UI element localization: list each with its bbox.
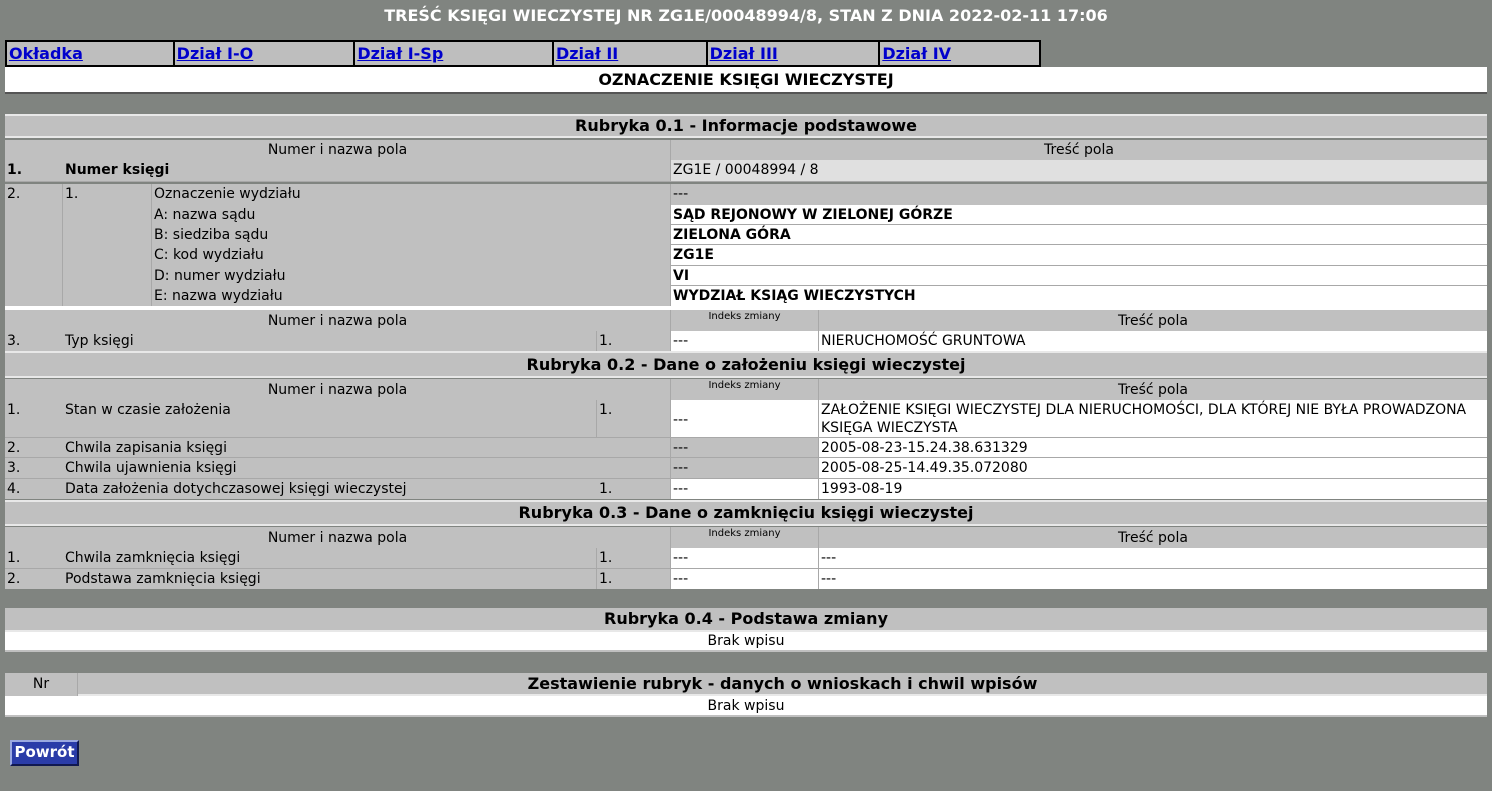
field-name: Chwila zamknięcia księgi — [63, 548, 597, 569]
col-header-nr: Nr — [5, 673, 78, 696]
row-number: 2. — [5, 184, 63, 306]
field-value: 2005-08-23-15.24.38.631329 — [819, 438, 1487, 458]
col-header-content: Treść pola — [819, 527, 1487, 548]
change-index: --- — [671, 479, 819, 499]
sub-number: 1. — [597, 548, 671, 569]
row-number: 2. — [5, 569, 63, 589]
empty-entry: Brak wpisu — [5, 696, 1487, 717]
change-index: --- — [671, 438, 819, 458]
col-header-content: Treść pola — [671, 140, 1487, 160]
row-number: 3. — [5, 331, 63, 351]
field-name: B: siedziba sądu — [152, 225, 671, 245]
field-value: ZAŁOŻENIE KSIĘGI WIECZYSTEJ DLA NIERUCHOMOŚCI, DLA KTÓREJ NIE BYŁA PROWADZONA KSIĘGA WIECZYSTA — [819, 400, 1487, 438]
change-index: --- — [671, 458, 819, 479]
sub-number: 1. — [63, 184, 152, 306]
field-value: SĄD REJONOWY W ZIELONEJ GÓRZE — [671, 205, 1487, 225]
tab-bar — [5, 40, 1041, 67]
rubryka-0-2-title: Rubryka 0.2 - Dane o założeniu księgi wieczystej — [5, 351, 1487, 378]
field-name: Oznaczenie wydziału — [152, 184, 671, 205]
col-header-index: Indeks zmiany — [671, 379, 819, 400]
change-index: --- — [671, 569, 819, 589]
sub-number — [597, 438, 671, 458]
row-number: 3. — [5, 458, 63, 479]
field-name: Chwila zapisania księgi — [63, 438, 597, 458]
field-value: NIERUCHOMOŚĆ GRUNTOWA — [819, 331, 1487, 351]
col-header-content: Treść pola — [819, 310, 1487, 331]
row-number: 1. — [5, 548, 63, 569]
field-value: --- — [671, 184, 1487, 205]
field-name: Stan w czasie założenia — [63, 400, 597, 438]
tab-dzial-iv[interactable]: Dział IV — [880, 42, 1039, 65]
empty-entry: Brak wpisu — [5, 632, 1487, 652]
field-value: ZG1E / 00048994 / 8 — [671, 160, 1487, 182]
sub-number: 1. — [597, 331, 671, 351]
field-value: ZIELONA GÓRA — [671, 225, 1487, 245]
col-header-index: Indeks zmiany — [671, 310, 819, 331]
col-header-field: Numer i nazwa pola — [5, 379, 671, 400]
change-index: --- — [671, 548, 819, 569]
change-index: --- — [671, 400, 819, 438]
field-name: Numer księgi — [63, 160, 671, 182]
field-name: Chwila ujawnienia księgi — [63, 458, 597, 479]
field-name: D: numer wydziału — [152, 266, 671, 286]
field-value: --- — [819, 569, 1487, 589]
back-button[interactable]: Powrót — [10, 740, 79, 766]
col-header-field: Numer i nazwa pola — [5, 527, 671, 548]
tab-dzial-i-o[interactable]: Dział I-O — [175, 42, 354, 65]
rubryka-0-3-title: Rubryka 0.3 - Dane o zamknięciu księgi wieczystej — [5, 500, 1487, 526]
tab-dzial-ii[interactable]: Dział II — [554, 42, 706, 65]
field-name: Data założenia dotychczasowej księgi wieczystej — [63, 479, 597, 499]
col-header-field: Numer i nazwa pola — [5, 310, 671, 331]
field-value: WYDZIAŁ KSIĄG WIECZYSTYCH — [671, 286, 1487, 306]
field-name: E: nazwa wydziału — [152, 286, 671, 306]
field-value: ZG1E — [671, 245, 1487, 266]
row-number: 1. — [5, 160, 63, 182]
tab-dzial-i-sp[interactable]: Dział I-Sp — [355, 42, 552, 65]
rubryka-0-1-title: Rubryka 0.1 - Informacje podstawowe — [5, 114, 1487, 138]
sub-number — [597, 458, 671, 479]
section-title: OZNACZENIE KSIĘGI WIECZYSTEJ — [5, 67, 1487, 94]
field-name: Typ księgi — [63, 331, 597, 351]
field-name: A: nazwa sądu — [152, 205, 671, 225]
sub-number: 1. — [597, 400, 671, 438]
col-header-index: Indeks zmiany — [671, 527, 819, 548]
summary-title: Zestawienie rubryk - danych o wnioskach i chwil wpisów — [78, 673, 1487, 696]
sub-number: 1. — [597, 569, 671, 589]
sub-number: 1. — [597, 479, 671, 499]
tab-okladka[interactable]: Okładka — [7, 42, 173, 65]
field-value: --- — [819, 548, 1487, 569]
tab-dzial-iii[interactable]: Dział III — [708, 42, 879, 65]
col-header-content: Treść pola — [819, 379, 1487, 400]
col-header-field: Numer i nazwa pola — [5, 140, 671, 160]
field-name: Podstawa zamknięcia księgi — [63, 569, 597, 589]
field-value: 1993-08-19 — [819, 479, 1487, 499]
field-value: 2005-08-25-14.49.35.072080 — [819, 458, 1487, 479]
change-index: --- — [671, 331, 819, 351]
field-name: C: kod wydziału — [152, 245, 671, 266]
field-value: VI — [671, 266, 1487, 286]
row-number: 2. — [5, 438, 63, 458]
rubryka-0-4-title: Rubryka 0.4 - Podstawa zmiany — [5, 608, 1487, 632]
row-number: 1. — [5, 400, 63, 438]
page-title: TREŚĆ KSIĘGI WIECZYSTEJ NR ZG1E/00048994/8, STAN Z DNIA 2022-02-11 17:06 — [384, 6, 1108, 25]
row-number: 4. — [5, 479, 63, 499]
